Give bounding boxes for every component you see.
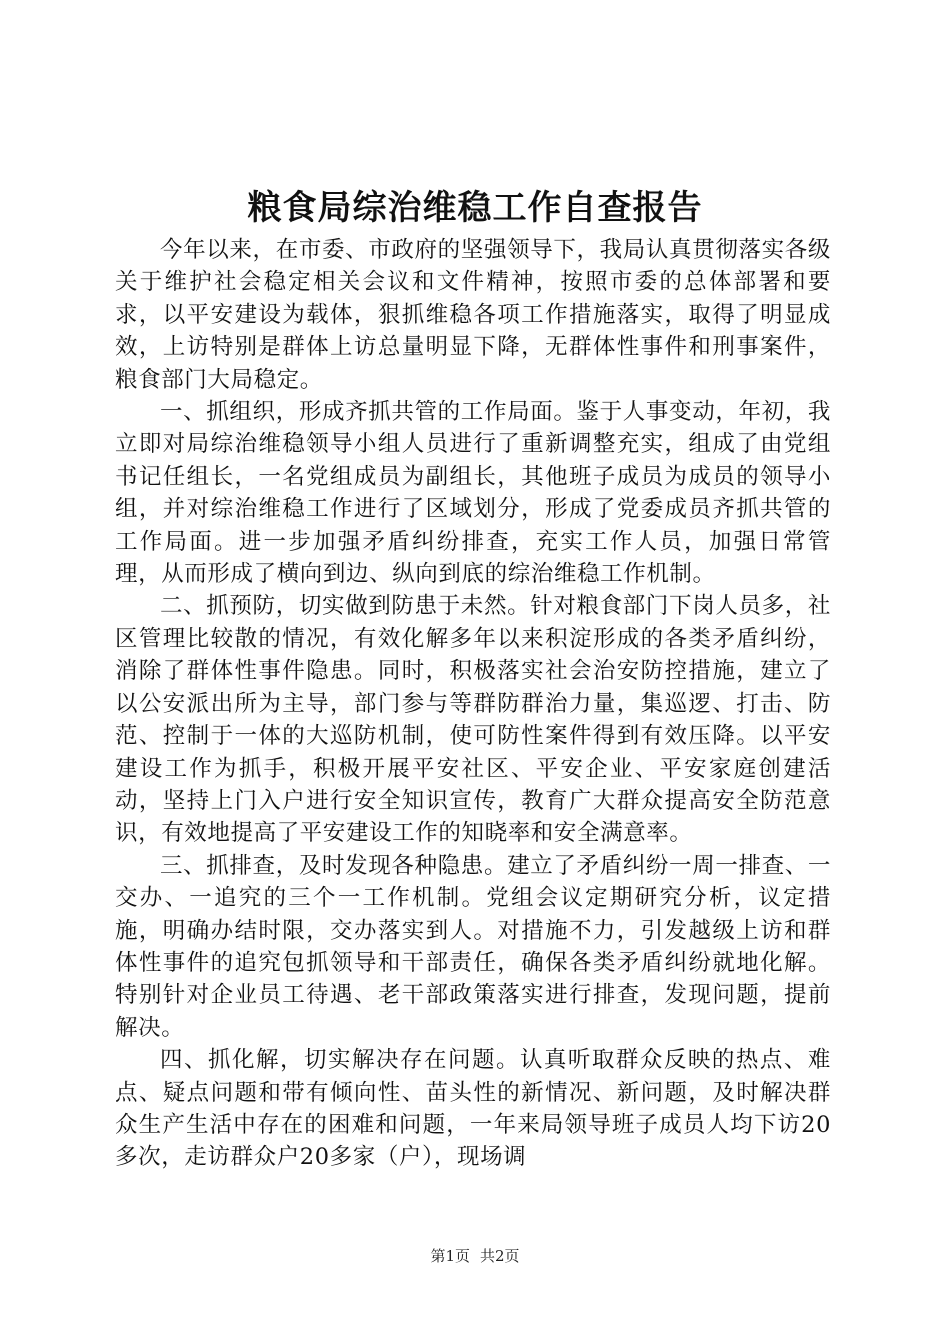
paragraph-inspection: 三、抓排查，及时发现各种隐患。建立了矛盾纠纷一周一排查、一交办、一追究的三个一工作机制。党组会议定期研究分析，议定措施，明确办结时限，交办落实到人。对措施不力，引发越级上访和群体性事件的追究包抓领导和干部责任，确保各类矛盾纠纷就地化解。特别针对企业员工待遇、老干部政策落实进行排查，发现问题，提前解决。 [115,852,831,1041]
paragraph-prevention: 二、抓预防，切实做到防患于未然。针对粮食部门下岗人员多，社区管理比较散的情况，有效化解多年以来积淀形成的各类矛盾纠纷，消除了群体性事件隐患。同时，积极落实社会治安防控措施，建立了以公安派出所为主导，部门参与等群防群治力量，集巡逻、打击、防范、控制于一体的大巡防机制，使可防性案件得到有效压降。以平安建设工作为抓手，积极开展平安社区、平安企业、平安家庭创建活动，坚持上门入户进行安全知识宣传，教育广大群众提高安全防范意识，有效地提高了平安建设工作的知晓率和安全满意率。 [115,593,831,847]
paragraph-organization: 一、抓组织，形成齐抓共管的工作局面。鉴于人事变动，年初，我立即对局综治维稳领导小组人员进行了重新调整充实，组成了由党组书记任组长，一名党组成员为副组长，其他班子成员为成员的领导小组，并对综治维稳工作进行了区域划分，形成了党委成员齐抓共管的工作局面。进一步加强矛盾纠纷排查，充实工作人员，加强日常管理，从而形成了横向到边、纵向到底的综治维稳工作机制。 [115,399,831,588]
page-number-current: 第1页 [430,1247,470,1265]
paragraph-resolution: 四、抓化解，切实解决存在问题。认真听取群众反映的热点、难点、疑点问题和带有倾向性、苗头性的新情况、新问题，及时解决群众生产生活中存在的困难和问题，一年来局领导班子成员人均下访20多次，走访群众户20多家（户），现场调 [115,1047,831,1171]
page-footer [0,1245,950,1267]
document-title: 粮食局综治维稳工作自查报告 [247,188,703,228]
page-number-total: 共2页 [480,1247,520,1265]
paragraph-intro: 今年以来，在市委、市政府的坚强领导下，我局认真贯彻落实各级关于维护社会稳定相关会议和文件精神，按照市委的总体部署和要求，以平安建设为载体，狠抓维稳各项工作措施落实，取得了明显成效，上访特别是群体上访总量明显下降，无群体性事件和刑事案件，粮食部门大局稳定。 [115,237,831,393]
document-body [115,234,831,1174]
